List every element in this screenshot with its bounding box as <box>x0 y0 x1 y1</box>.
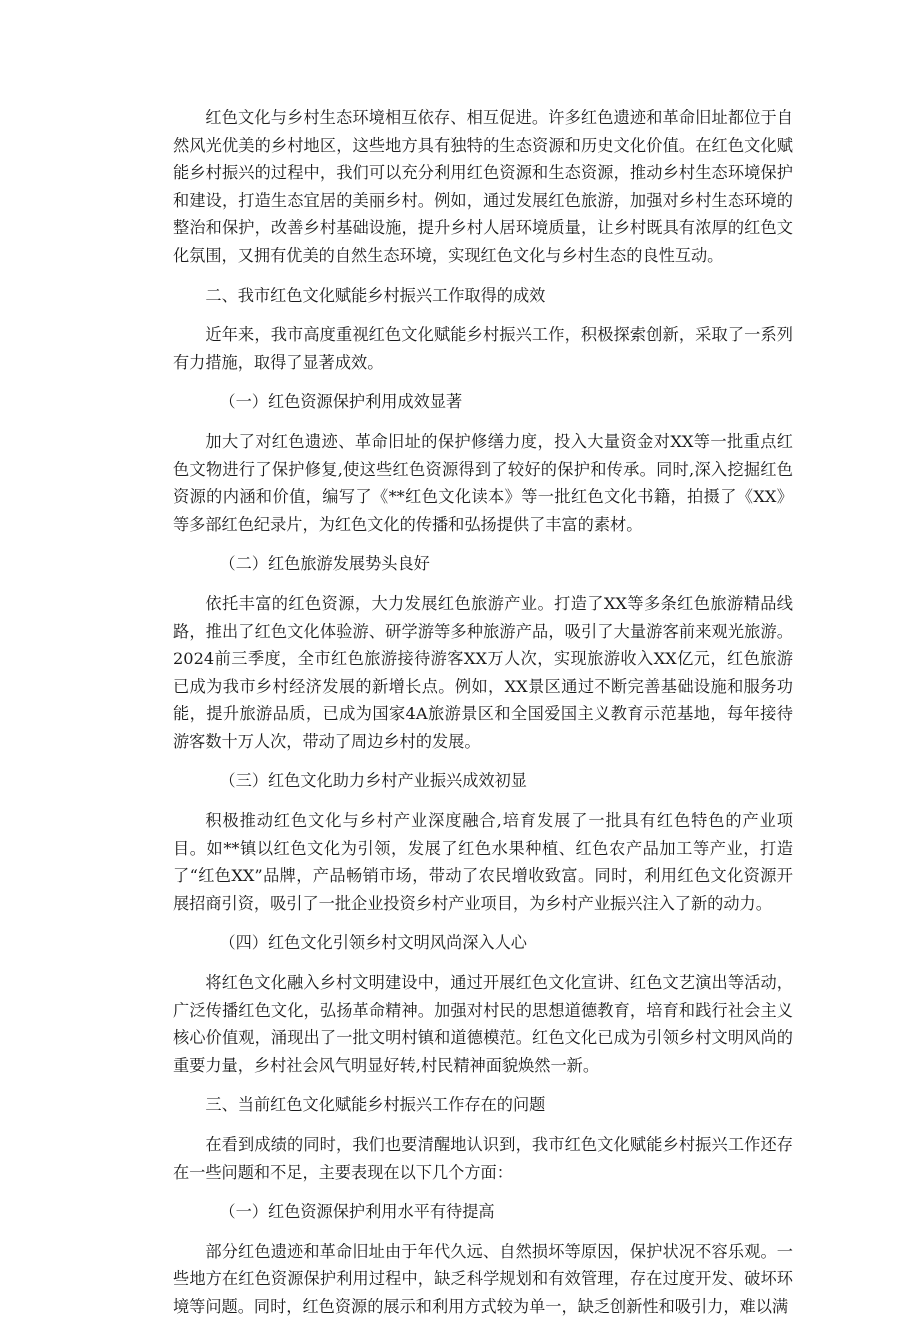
paragraph-protection-level: 部分红色遗迹和革命旧址由于年代久远、自然损坏等原因，保护状况不容乐观。一些地方在红色资源保护利用过程中，缺乏科学规划和有效管理，存在过度开发、破坏环境等问题。同时，红色资源的展示和利用方式较为单一，缺乏创新性和吸引力，难以满 <box>173 1241 793 1316</box>
subheading-resource-protection: （一）红色资源保护利用成效显著 <box>219 392 463 412</box>
paragraph-ecology: 红色文化与乡村生态环境相互依存、相互促进。许多红色遗迹和革命旧址都位于自然风光优美的乡村地区，这些地方具有独特的生态资源和历史文化价值。在红色文化赋能乡村振兴的过程中，我们可以充分利用红色资源和生态资源，推动乡村生态环境保护和建设，打造生态宜居的美丽乡村。例如，通过发展红色旅游，加强对乡村生态环境的整治和保护，改善乡村基础设施，提升乡村人居环境质量，让乡村既具有浓厚的红色文化氛围，又拥有优美的自然生态环境，实现红色文化与乡村生态的良性互动。 <box>173 108 793 265</box>
paragraph-achievements-intro: 近年来，我市高度重视红色文化赋能乡村振兴工作，积极探索创新，采取了一系列有力措施，取得了显著成效。 <box>173 325 793 372</box>
subheading-civilization: （四）红色文化引领乡村文明风尚深入人心 <box>219 933 527 953</box>
paragraph-resource-protection: 加大了对红色遗迹、革命旧址的保护修缮力度，投入大量资金对XX等一批重点红色文物进行了保护修复,使这些红色资源得到了较好的保护和传承。同时,深入挖掘红色资源的内涵和价值，编写了《**红色文化读本》等一批红色文化书籍，拍摄了《XX》等多部红色纪录片，为红色文化的传播和弘扬提供了丰富的素材。 <box>173 431 793 534</box>
document-page <box>173 104 793 1333</box>
paragraph-industry: 积极推动红色文化与乡村产业深度融合,培育发展了一批具有红色特色的产业项目。如**镇以红色文化为引领，发展了红色水果种植、红色农产品加工等产业，打造了“红色XX”品牌，产品畅销市场，带动了农民增收致富。同时，利用红色文化资源开展招商引资，吸引了一批企业投资乡村产业项目，为乡村产业振兴注入了新的动力。 <box>173 811 793 913</box>
paragraph-red-tourism: 依托丰富的红色资源，大力发展红色旅游产业。打造了XX等多条红色旅游精品线路，推出了红色文化体验游、研学游等多种旅游产品，吸引了大量游客前来观光旅游。2024前三季度，全市红色旅游接待游客XX万人次，实现旅游收入XX亿元，红色旅游已成为我市乡村经济发展的新增长点。例如，XX景区通过不断完善基础设施和服务功能，提升旅游品质，已成为国家4A旅游景区和全国爱国主义教育示范基地，每年接待游客数十万人次，带动了周边乡村的发展。 <box>173 593 793 751</box>
paragraph-problems-intro: 在看到成绩的同时，我们也要清醒地认识到，我市红色文化赋能乡村振兴工作还存在一些问题和不足，主要表现在以下几个方面： <box>173 1135 793 1182</box>
section-heading-problems: 三、当前红色文化赋能乡村振兴工作存在的问题 <box>205 1095 546 1115</box>
paragraph-civilization: 将红色文化融入乡村文明建设中，通过开展红色文化宣讲、红色文艺演出等活动，广泛传播红色文化，弘扬革命精神。加强对村民的思想道德教育，培育和践行社会主义核心价值观，涌现出了一批文明村镇和道德模范。红色文化已成为引领乡村文明风尚的重要力量，乡村社会风气明显好转,村民精神面貌焕然一新。 <box>173 973 793 1075</box>
subheading-industry: （三）红色文化助力乡村产业振兴成效初显 <box>219 771 527 791</box>
subheading-red-tourism: （二）红色旅游发展势头良好 <box>219 554 430 574</box>
section-heading-achievements: 二、我市红色文化赋能乡村振兴工作取得的成效 <box>205 285 546 305</box>
subheading-protection-level: （一）红色资源保护利用水平有待提高 <box>219 1202 495 1222</box>
